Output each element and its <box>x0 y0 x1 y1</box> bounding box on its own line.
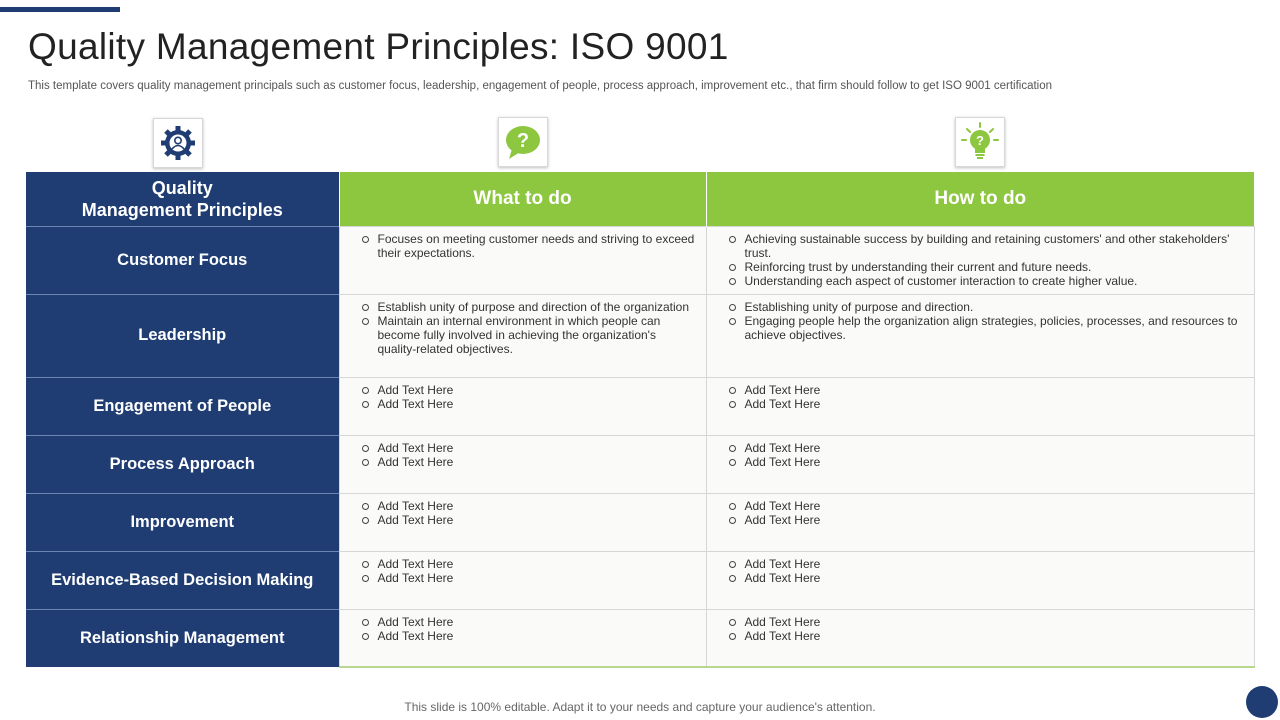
header-principles-line1: Quality <box>151 177 213 198</box>
table-row <box>26 226 1254 294</box>
list-item: Add Text Here <box>360 571 696 585</box>
list-item: Add Text Here <box>360 455 696 469</box>
page-subtitle: This template covers quality management principals such as customer focus, leadership, engagement of people, process approach, improvement etc., that firm should follow to get ISO 9001 certification <box>28 80 1053 92</box>
list-item: Focuses on meeting customer needs and striving to exceed their expectations. <box>360 232 696 260</box>
table-row <box>26 609 1254 667</box>
table-row <box>26 493 1254 551</box>
list-item: Add Text Here <box>727 513 1244 527</box>
list-item: Establishing unity of purpose and direction. <box>727 300 1244 314</box>
what-to-do-cell <box>339 294 706 377</box>
footer-note: This slide is 100% editable. Adapt it to your needs and capture your audience's attention. <box>404 700 876 714</box>
how-to-do-cell <box>706 551 1254 609</box>
lightbulb-icon <box>955 117 1005 167</box>
svg-text:?: ? <box>516 130 530 152</box>
list-item: Reinforcing trust by understanding their current and future needs. <box>727 260 1244 274</box>
list-item: Add Text Here <box>727 455 1244 469</box>
what-to-do-cell <box>339 226 706 294</box>
what-to-do-cell <box>339 551 706 609</box>
list-item: Add Text Here <box>727 557 1244 571</box>
table-header-row <box>26 172 1254 226</box>
principle-name: Customer Focus <box>26 226 339 294</box>
principle-name: Improvement <box>26 493 339 551</box>
how-to-do-cell <box>706 435 1254 493</box>
list-item: Add Text Here <box>360 441 696 455</box>
question-bubble-icon <box>498 117 548 167</box>
list-item: Add Text Here <box>727 571 1244 585</box>
list-item: Add Text Here <box>727 383 1244 397</box>
header-how-to-do: How to do <box>706 172 1254 226</box>
principle-name: Engagement of People <box>26 377 339 435</box>
table-row <box>26 551 1254 609</box>
list-item: Add Text Here <box>727 441 1244 455</box>
list-item: Add Text Here <box>360 383 696 397</box>
list-item: Add Text Here <box>360 513 696 527</box>
what-to-do-cell <box>339 435 706 493</box>
how-to-do-cell <box>706 294 1254 377</box>
top-accent-bar <box>0 7 120 12</box>
list-item: Add Text Here <box>360 629 696 643</box>
table-row <box>26 294 1254 377</box>
list-item: Add Text Here <box>727 499 1244 513</box>
how-to-do-cell <box>706 226 1254 294</box>
what-to-do-cell <box>339 493 706 551</box>
principle-name: Leadership <box>26 294 339 377</box>
principle-name: Relationship Management <box>26 609 339 667</box>
list-item: Add Text Here <box>727 615 1244 629</box>
header-what-to-do: What to do <box>339 172 706 226</box>
how-to-do-cell <box>706 609 1254 667</box>
list-item: Engaging people help the organization align strategies, policies, processes, and resources to achieve objectives. <box>727 314 1244 342</box>
principle-name: Evidence-Based Decision Making <box>26 551 339 609</box>
svg-text:?: ? <box>976 133 984 148</box>
header-principles-line2: Management Principles <box>81 199 283 220</box>
what-to-do-cell <box>339 377 706 435</box>
how-to-do-cell <box>706 377 1254 435</box>
principle-name: Process Approach <box>26 435 339 493</box>
gear-person-icon <box>153 118 203 168</box>
principles-table <box>26 172 1255 668</box>
table-row <box>26 377 1254 435</box>
list-item: Establish unity of purpose and direction of the organization <box>360 300 696 314</box>
list-item: Achieving sustainable success by building and retaining customers' and other stakeholders' trust. <box>727 232 1244 260</box>
table-row <box>26 435 1254 493</box>
list-item: Add Text Here <box>360 499 696 513</box>
page-indicator-dot <box>1246 686 1278 718</box>
list-item: Add Text Here <box>360 615 696 629</box>
list-item: Understanding each aspect of customer interaction to create higher value. <box>727 274 1244 288</box>
list-item: Add Text Here <box>727 397 1244 411</box>
header-principles <box>26 172 339 226</box>
what-to-do-cell <box>339 609 706 667</box>
list-item: Add Text Here <box>360 397 696 411</box>
page-title: Quality Management Principles: ISO 9001 <box>28 26 729 67</box>
list-item: Maintain an internal environment in which people can become fully involved in achieving the organization's quality-related objectives. <box>360 314 696 357</box>
list-item: Add Text Here <box>727 629 1244 643</box>
how-to-do-cell <box>706 493 1254 551</box>
list-item: Add Text Here <box>360 557 696 571</box>
